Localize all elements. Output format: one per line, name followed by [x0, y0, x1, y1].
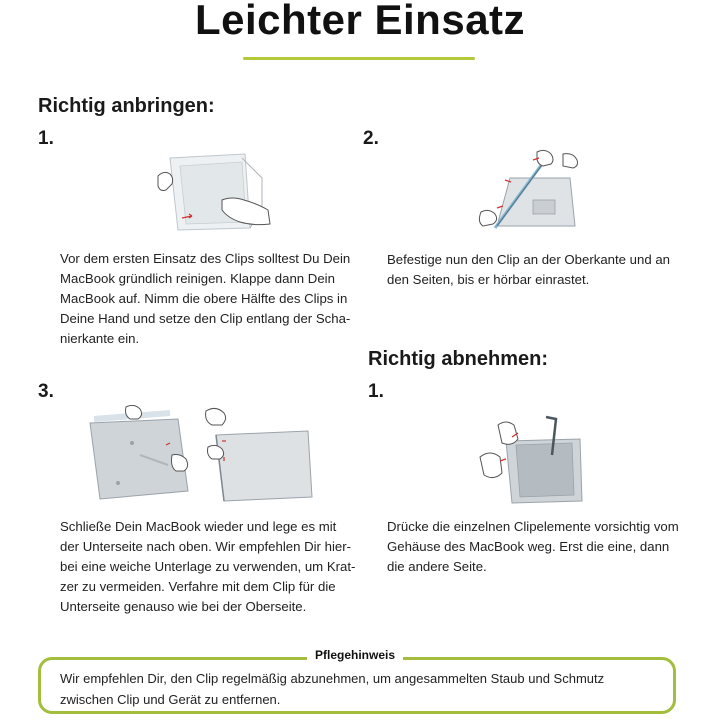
- page-title: Leichter Einsatz: [194, 0, 526, 43]
- text-line: Wir empfehlen Dir, den Clip regelmäßig abzunehmen, um angesammelten Staub und Schmutz: [60, 671, 605, 686]
- attach-step-3-number: 3.: [38, 381, 54, 402]
- text-line: den Seiten, bis er hörbar einrastet.: [387, 272, 590, 287]
- hands-placing-clip-illustration: [150, 148, 275, 238]
- text-line: Drücke die einzelnen Clipelemente vorsichtig vom: [387, 519, 679, 534]
- text-line: Unterseite genauso wie bei der Oberseite.: [60, 599, 307, 614]
- hands-clipping-underside-illustration: [88, 405, 318, 505]
- text-line: Deine Hand und setze den Clip entlang der Scha-: [60, 311, 351, 326]
- text-line: bei eine weiche Unterlage zu verwenden, um Krat-: [60, 559, 356, 574]
- text-line: nierkante ein.: [60, 331, 140, 346]
- text-line: die andere Seite.: [387, 559, 487, 574]
- text-line: Schließe Dein MacBook wieder und lege es mit: [60, 519, 337, 534]
- text-line: Befestige nun den Clip an der Oberkante und an: [387, 252, 670, 267]
- text-line: zwischen Clip und Gerät zu entfernen.: [60, 692, 281, 707]
- text-line: MacBook auf. Nimm die obere Hälfte des Clips in: [60, 291, 348, 306]
- remove-heading: Richtig abnehmen:: [368, 348, 549, 370]
- hands-clipping-top-edge-illustration: [475, 148, 590, 238]
- attach-step-3-text: [60, 517, 370, 617]
- attach-heading: Richtig anbringen:: [38, 95, 215, 117]
- attach-step-2-text: [387, 250, 697, 290]
- attach-step-2-number: 2.: [363, 128, 379, 149]
- title-underline: [243, 57, 475, 60]
- attach-step-1-text: [60, 249, 360, 349]
- text-line: der Unterseite nach oben. Wir empfehlen Dir hier-: [60, 539, 351, 554]
- care-note-text: [60, 668, 660, 710]
- hands-removing-clip-illustration: [476, 415, 586, 505]
- text-line: MacBook gründlich reinigen. Klappe dann Dein: [60, 271, 335, 286]
- care-note-label: Pflegehinweis: [307, 648, 403, 662]
- remove-step-1-number: 1.: [368, 381, 384, 402]
- text-line: Gehäuse des MacBook weg. Erst die eine, dann: [387, 539, 670, 554]
- remove-step-1-text: [387, 517, 707, 577]
- attach-step-1-number: 1.: [38, 128, 54, 149]
- text-line: Vor dem ersten Einsatz des Clips solltest Du Dein: [60, 251, 351, 266]
- text-line: zer zu vermeiden. Verfahre mit dem Clip für die: [60, 579, 336, 594]
